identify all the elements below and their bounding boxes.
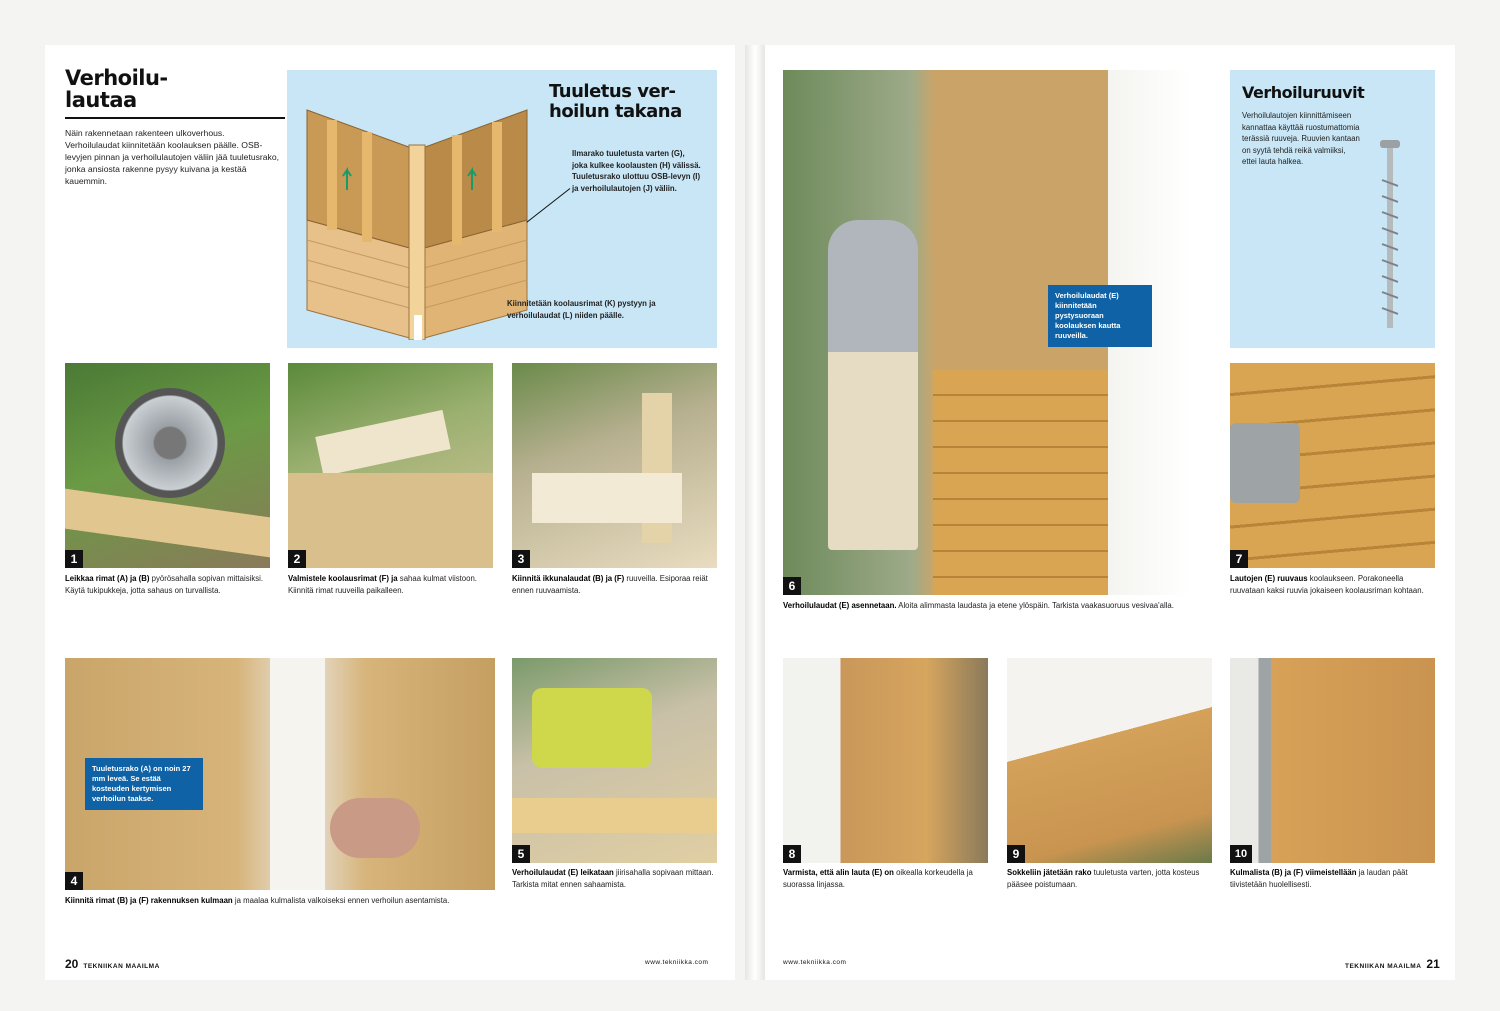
caption-step-9: Sokkeliin jätetään rako tuuletusta varten, jotta kosteus pääsee poistumaan. [1007, 868, 1200, 889]
photo-step-2 [288, 363, 493, 568]
footer-url-right: www.tekniikka.com [783, 959, 847, 966]
photo-step-3 [512, 363, 717, 568]
new-cladding [933, 370, 1108, 595]
step-number: 3 [512, 550, 530, 568]
photo-step-10 [1230, 658, 1435, 863]
diagram-note-battens: Kiinnitetään koolausrimat (K) pystyyn ja verhoilulaudat (L) niiden päälle. [507, 299, 656, 320]
step-number: 8 [783, 845, 801, 863]
right-page [765, 45, 1455, 980]
step-number: 6 [783, 577, 801, 595]
miter-saw [532, 688, 652, 768]
caption-step-7: Lautojen (E) ruuvaus koolaukseen. Porakoneella ruuvataan kaksi ruuvia jokaiseen koolausriman kohtaan. [1230, 574, 1424, 595]
diagram-note-air-gap: Ilmarako tuuletusta varten (G), joka kulkee koolausten (H) välissä. Tuuletusrako ulottuu OSB-levyn (I) ja verhoilulautojen (J) väliin. [572, 149, 701, 193]
step-number: 2 [288, 550, 306, 568]
magazine-name: TEKNIIKAN MAAILMA [83, 963, 160, 970]
callout-cladding: Verhoilulaudat (E) kiinnitetään pystysuoraan koolauksen kautta ruuveilla. [1048, 285, 1152, 347]
step-number: 7 [1230, 550, 1248, 568]
corner-trim [270, 658, 325, 890]
batten [315, 410, 450, 476]
circular-saw [115, 388, 225, 498]
photo-step-1 [65, 363, 270, 568]
drill [1230, 423, 1300, 503]
footer-left [65, 957, 160, 971]
wall-structure-illustration [297, 80, 537, 340]
lumber [65, 489, 270, 558]
step-number: 5 [512, 845, 530, 863]
book-spine [745, 45, 765, 980]
board [532, 473, 682, 523]
screws-title: Verhoiluruuvit [1242, 83, 1365, 102]
title-rule [65, 117, 285, 119]
article-title: Verhoilu- lautaa [65, 66, 168, 112]
caption-step-6: Verhoilulaudat (E) asennetaan. Aloita alimmasta laudasta ja etene ylöspäin. Tarkista vaakasuoruus vesivaa'alla. [783, 601, 1174, 610]
footer-right [1345, 957, 1440, 971]
footer-url-left: www.tekniikka.com [645, 959, 709, 966]
photo-step-9 [1007, 658, 1212, 863]
caption-step-2: Valmistele koolausrimat (F) ja sahaa kulmat viistoon. Kiinnitä rimat ruuveilla paikalleen. [288, 574, 477, 595]
left-page [45, 45, 735, 980]
screw-icon [1370, 140, 1410, 340]
diagram-title: Tuuletus ver- hoilun takana [549, 81, 682, 122]
ventilation-diagram [287, 70, 717, 348]
caption-step-4: Kiinnitä rimat (B) ja (F) rakennuksen kulmaan ja maalaa kulmalista valkoiseksi ennen verhoilun asentamista. [65, 896, 450, 905]
photo-step-6 [783, 70, 1213, 595]
page-number: 20 [65, 957, 79, 971]
screws-text: Verhoilulautojen kiinnittämiseen kannattaa käyttää ruostumattomia terässiä ruuveja. Ruuvien kantaan on syytä tehdä reikä valmiiksi, ettei lauta halkea. [1242, 111, 1360, 166]
cladding-board [512, 798, 717, 833]
hand [330, 798, 420, 858]
step-number: 1 [65, 550, 83, 568]
caption-step-10: Kulmalista (B) ja (F) viimeistellään ja laudan päät tiivistetään huolellisesti. [1230, 868, 1408, 889]
photo-step-8 [783, 658, 988, 863]
step-number: 9 [1007, 845, 1025, 863]
magazine-name: TEKNIIKAN MAAILMA [1345, 963, 1422, 970]
photo-step-4 [65, 658, 495, 890]
photo-step-7 [1230, 363, 1435, 568]
page-number: 21 [1426, 957, 1440, 971]
step-number: 10 [1230, 845, 1252, 863]
caption-step-8: Varmista, että alin lauta (E) on oikealla korkeudella ja suorassa linjassa. [783, 868, 973, 889]
caption-step-1: Leikkaa rimat (A) ja (B) pyörösahalla sopivan mittaisiksi. Käytä tukipukkeja, jotta sahaus on turvallista. [65, 574, 264, 595]
screws-info-box [1230, 70, 1435, 348]
worker [828, 220, 918, 550]
callout-air-gap: Tuuletusrako (A) on noin 27 mm leveä. Se estää kosteuden kertymisen verhoilun taakse. [85, 758, 203, 810]
photo-step-5 [512, 658, 717, 863]
step-number: 4 [65, 872, 83, 890]
osb-board [288, 473, 493, 568]
caption-step-3: Kiinnitä ikkunalaudat (B) ja (F) ruuveilla. Esiporaa reiät ennen ruuvaamista. [512, 574, 708, 595]
caption-step-5: Verhoilulaudat (E) leikataan jiirisahalla sopivaan mittaan. Tarkista mitat ennen sahaamista. [512, 868, 714, 889]
intro-text: Näin rakennetaan rakenteen ulkoverhous. Verhoilulaudat kiinnitetään koolauksen päälle. OSB-levyjen pinnan ja verhoilulautojen väliin jää tuuletusrako, jonka ansiosta rakenne pysyy kuivana ja kestää kauemmin. [65, 128, 280, 186]
